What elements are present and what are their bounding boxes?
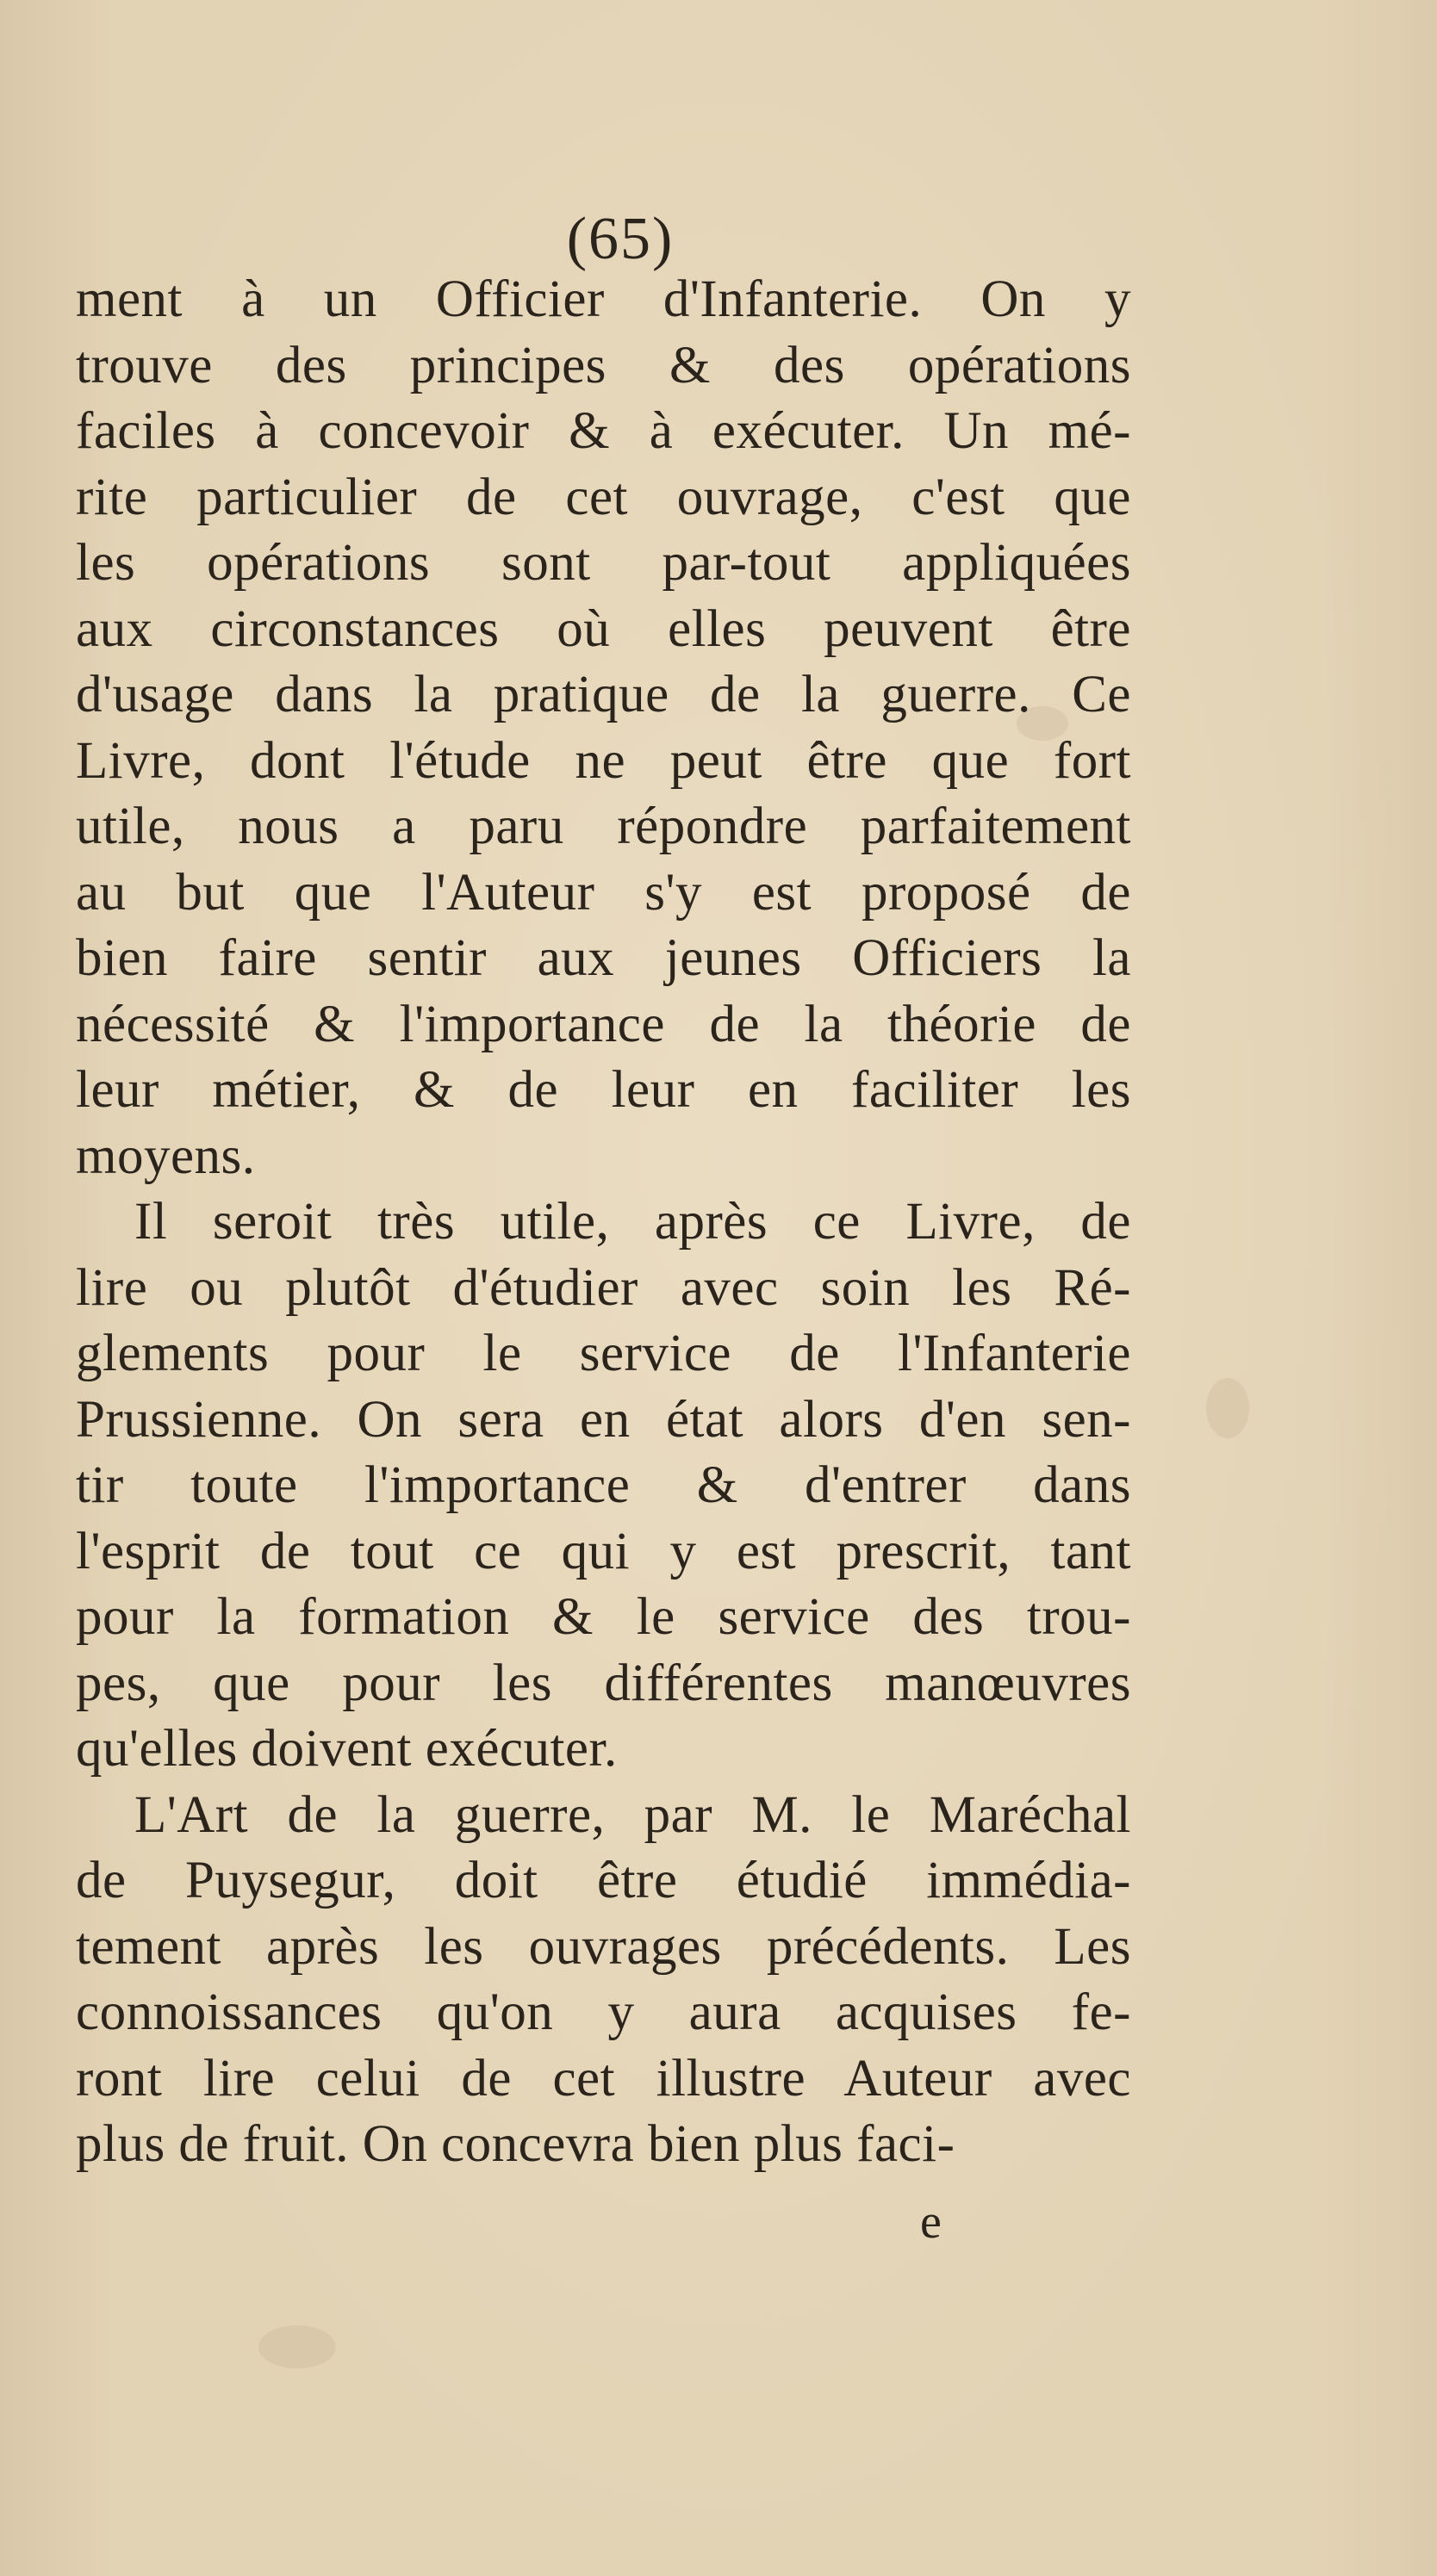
text-line: Il seroit très utile, après ce Livre, de [134,1193,1131,1251]
signature-mark: e [920,2195,942,2249]
text-line: Prussienne. On sera en état alors d'en sen- [76,1390,1131,1449]
text-line: faciles à concevoir & à exécuter. Un mé- [76,402,1131,460]
text-line: leur métier, & de leur en faciliter les [76,1061,1131,1119]
paper-stain [258,2325,336,2368]
body-text [76,267,1131,2178]
text-line: ront lire celui de cet illustre Auteur avec [76,2049,1131,2107]
text-line: ment à un Officier d'Infanterie. On y [76,270,1131,328]
text-line: bien faire sentir aux jeunes Officiers la [76,929,1131,987]
text-line: nécessité & l'importance de la théorie de [76,995,1131,1053]
paper-stain [1206,1378,1249,1438]
text-line: lire ou plutôt d'étudier avec soin les Ré- [76,1258,1131,1317]
paragraph [76,1783,1131,2178]
text-line: au but que l'Auteur s'y est proposé de [76,863,1131,922]
text-line: tir toute l'importance & d'entrer dans [76,1456,1131,1514]
text-line: qu'elles doivent exécuter. [76,1720,618,1778]
text-line: de Puysegur, doit être étudié immédia- [76,1852,1131,1909]
text-line: plus de fruit. On concevra bien plus faci- [76,2115,955,2173]
text-line: glements pour le service de l'Infanterie [76,1325,1131,1382]
text-line: trouve des principes & des opérations [76,336,1131,394]
page-number: (65) [566,206,675,272]
text-line: moyens. [76,1127,256,1185]
paragraph [76,267,1131,1189]
text-line: l'esprit de tout ce qui y est prescrit, tant [76,1522,1131,1580]
text-line: tement après les ouvrages précédents. Les [76,1917,1131,1976]
text-line: utile, nous a paru répondre parfaitement [76,798,1131,855]
paragraph [76,1189,1131,1783]
text-line: connoissances qu'on y aura acquises fe- [76,1983,1131,2041]
text-line: pes, que pour les différentes manœuvres [76,1654,1131,1712]
text-line: L'Art de la guerre, par M. le Maréchal [134,1785,1131,1844]
text-line: Livre, dont l'étude ne peut être que fort [76,731,1131,790]
text-line: rite particulier de cet ouvrage, c'est que [76,468,1131,526]
text-line: les opérations sont par-tout appliquées [76,534,1131,592]
text-line: d'usage dans la pratique de la guerre. Ce [76,666,1131,723]
text-line: pour la formation & le service des trou- [76,1588,1131,1646]
text-line: aux circonstances où elles peuvent être [76,599,1131,658]
